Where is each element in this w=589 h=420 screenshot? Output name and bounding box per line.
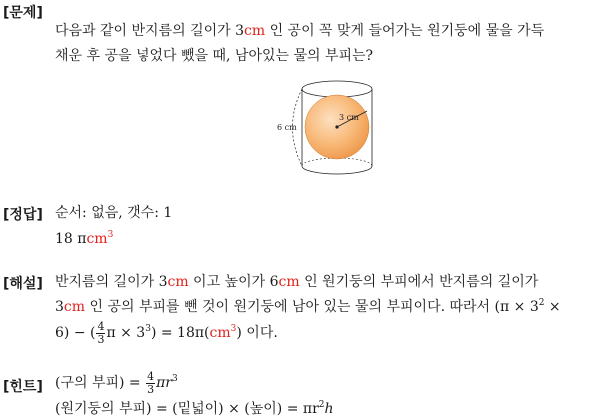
height-label: 6 cm [277,123,297,132]
hint-label: [힌트] [3,379,43,395]
hint-cylinder-volume: (원기둥의 부피) = (밑넓이) × (높이) = $\pi r^2h$ [55,400,334,417]
cylinder-ball-figure [275,76,385,182]
fraction-4-3: $\frac{4}{3}$ [147,369,155,396]
problem-text-line-2: 채운 후 공을 넣었다 뺐을 때, 남아있는 물의 부피는? [55,48,374,64]
explanation-label: [해설] [3,276,43,292]
problem-text-line-1: 다음과 같이 반지름의 길이가 3cm 인 공이 꼭 맞게 들어가는 원기둥에 물을 가득 [55,23,545,39]
radius-label: 3 cm [339,113,359,122]
answer-label: [정답] [3,207,43,223]
hint-sphere-volume: (구의 부피) = $\frac{4}{3}$ $\pi r^3$ [55,369,178,396]
answer-order-count: 순서: 없음, 갯수: 1 [55,205,173,221]
explanation-line-2: 3cm 인 공의 부피를 뺀 것이 원기둥에 남아 있는 물의 부피이다. 따라서 ($\pi \times 3^2$ × [55,298,561,315]
problem-label: [문제] [3,5,43,21]
explanation-line-3: 6) − ( $\frac{4}{3}$ $\pi \times 3^3) = 18\pi(cm^3)$ 이다. [55,319,278,346]
answer-value: 18 πcm$^3$ [55,230,114,247]
fraction-4-3: $\frac{4}{3}$ [97,319,105,346]
explanation-line-1: 반지름의 길이가 3cm 이고 높이가 6cm 인 원기둥의 부피에서 반지름의 길이가 [55,274,539,290]
